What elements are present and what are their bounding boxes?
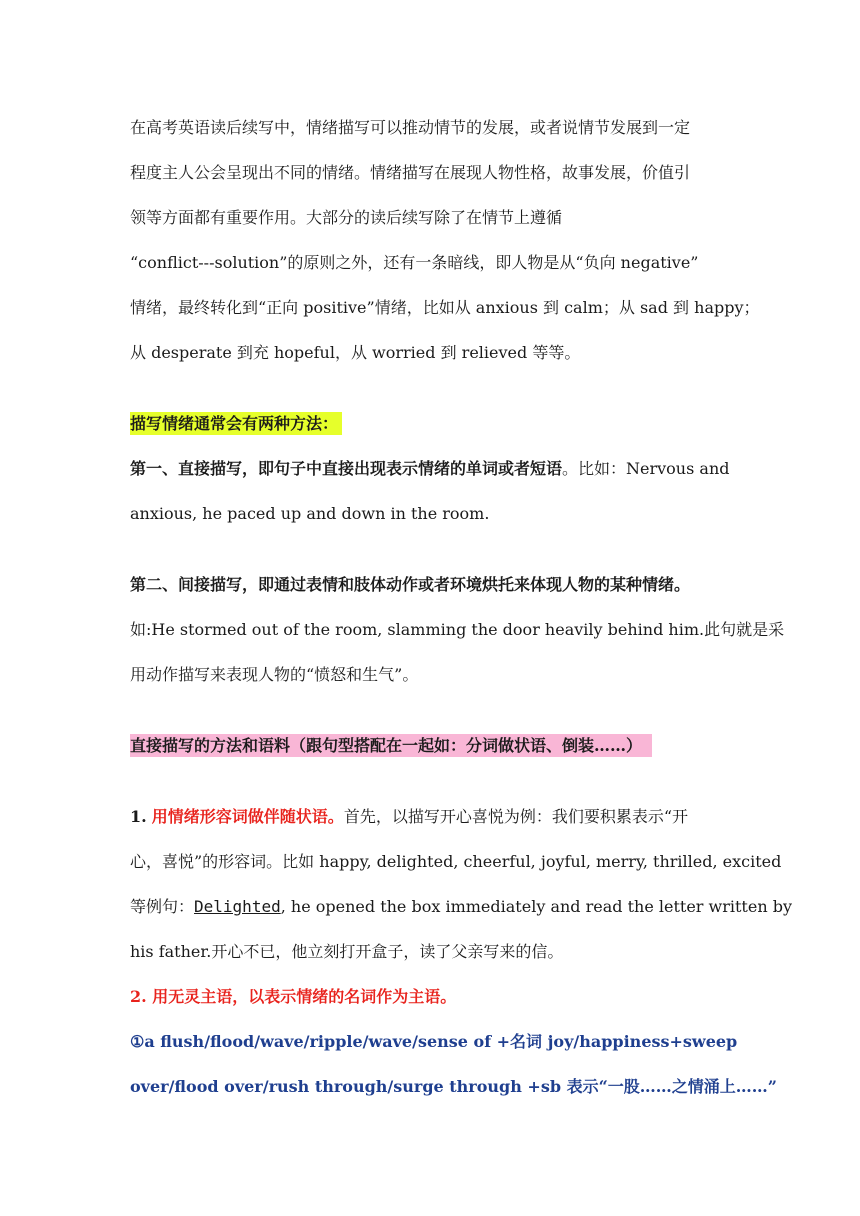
section-heading — [130, 735, 730, 757]
methods-heading-text: 描写情绪通常会有两种方法： — [130, 412, 342, 435]
second-method-line-3: 用动作描写来表现人物的“愤怒和生气”。 — [130, 665, 419, 684]
item1-line-2: 心，喜悦”的形容词。比如 happy, delighted, cheerful, joyful, merry, thrilled, excited — [130, 852, 782, 871]
first-method-line-2: anxious, he paced up and down in the room. — [130, 504, 490, 523]
item1-line-1 — [130, 806, 730, 828]
intro-line-5: 情绪，最终转化到“正向 positive”情绪，比如从 anxious 到 calm；从 sad 到 happy； — [130, 298, 760, 317]
item2-title: 2. 用无灵主语，以表示情绪的名词作为主语。 — [130, 987, 457, 1006]
item1-example-underlined-word: Delighted — [194, 897, 281, 916]
item1-example-prefix: 等例句： — [130, 897, 195, 916]
second-method-line-2: 如:He stormed out of the room, slamming the door heavily behind him.此句就是采 — [130, 620, 785, 639]
intro-line-2: 程度主人公会呈现出不同的情绪。情绪描写在展现人物性格，故事发展，价值引 — [130, 163, 691, 182]
intro-line-4: “conflict---solution”的原则之外，还有一条暗线，即人物是从“负向 negative” — [130, 253, 699, 272]
intro-line-1: 在高考英语读后续写中，情绪描写可以推动情节的发展，或者说情节发展到一定 — [130, 118, 691, 137]
intro-line-6: 从 desperate 到充 hopeful，从 worried 到 relieved 等等。 — [130, 343, 581, 362]
first-method-title: 第一、直接描写，即句子中直接出现表示情绪的单词或者短语 — [130, 459, 563, 478]
item1-text: 首先，以描写开心喜悦为例：我们要积累表示“开 — [343, 807, 688, 826]
item2-sub-line-2: over/flood over/rush through/surge through +sb 表示“一股……之情涌上……” — [130, 1077, 778, 1096]
first-method-example: 。比如：Nervous and — [562, 459, 730, 478]
methods-heading — [130, 413, 730, 435]
item1-number: 1. — [130, 807, 147, 826]
intro-line-3: 领等方面都有重要作用。大部分的读后续写除了在情节上遵循 — [130, 208, 563, 227]
second-method-title: 第二、间接描写，即通过表情和肢体动作或者环境烘托来体现人物的某种情绪。 — [130, 575, 691, 594]
item1-line-3 — [130, 896, 792, 918]
first-method-line-1 — [130, 458, 730, 480]
item2-sub-line-1: ①a flush/flood/wave/ripple/wave/sense of +名词 joy/happiness+sweep — [130, 1032, 738, 1051]
item1-line-4: his father.开心不已，他立刻打开盒子，读了父亲写来的信。 — [130, 942, 564, 961]
item1-example-rest: , he opened the box immediately and read the letter written by — [280, 897, 792, 916]
item1-title: 用情绪形容词做伴随状语。 — [151, 807, 344, 826]
section-heading-text: 直接描写的方法和语料（跟句型搭配在一起如：分词做状语、倒装……） — [130, 734, 652, 757]
